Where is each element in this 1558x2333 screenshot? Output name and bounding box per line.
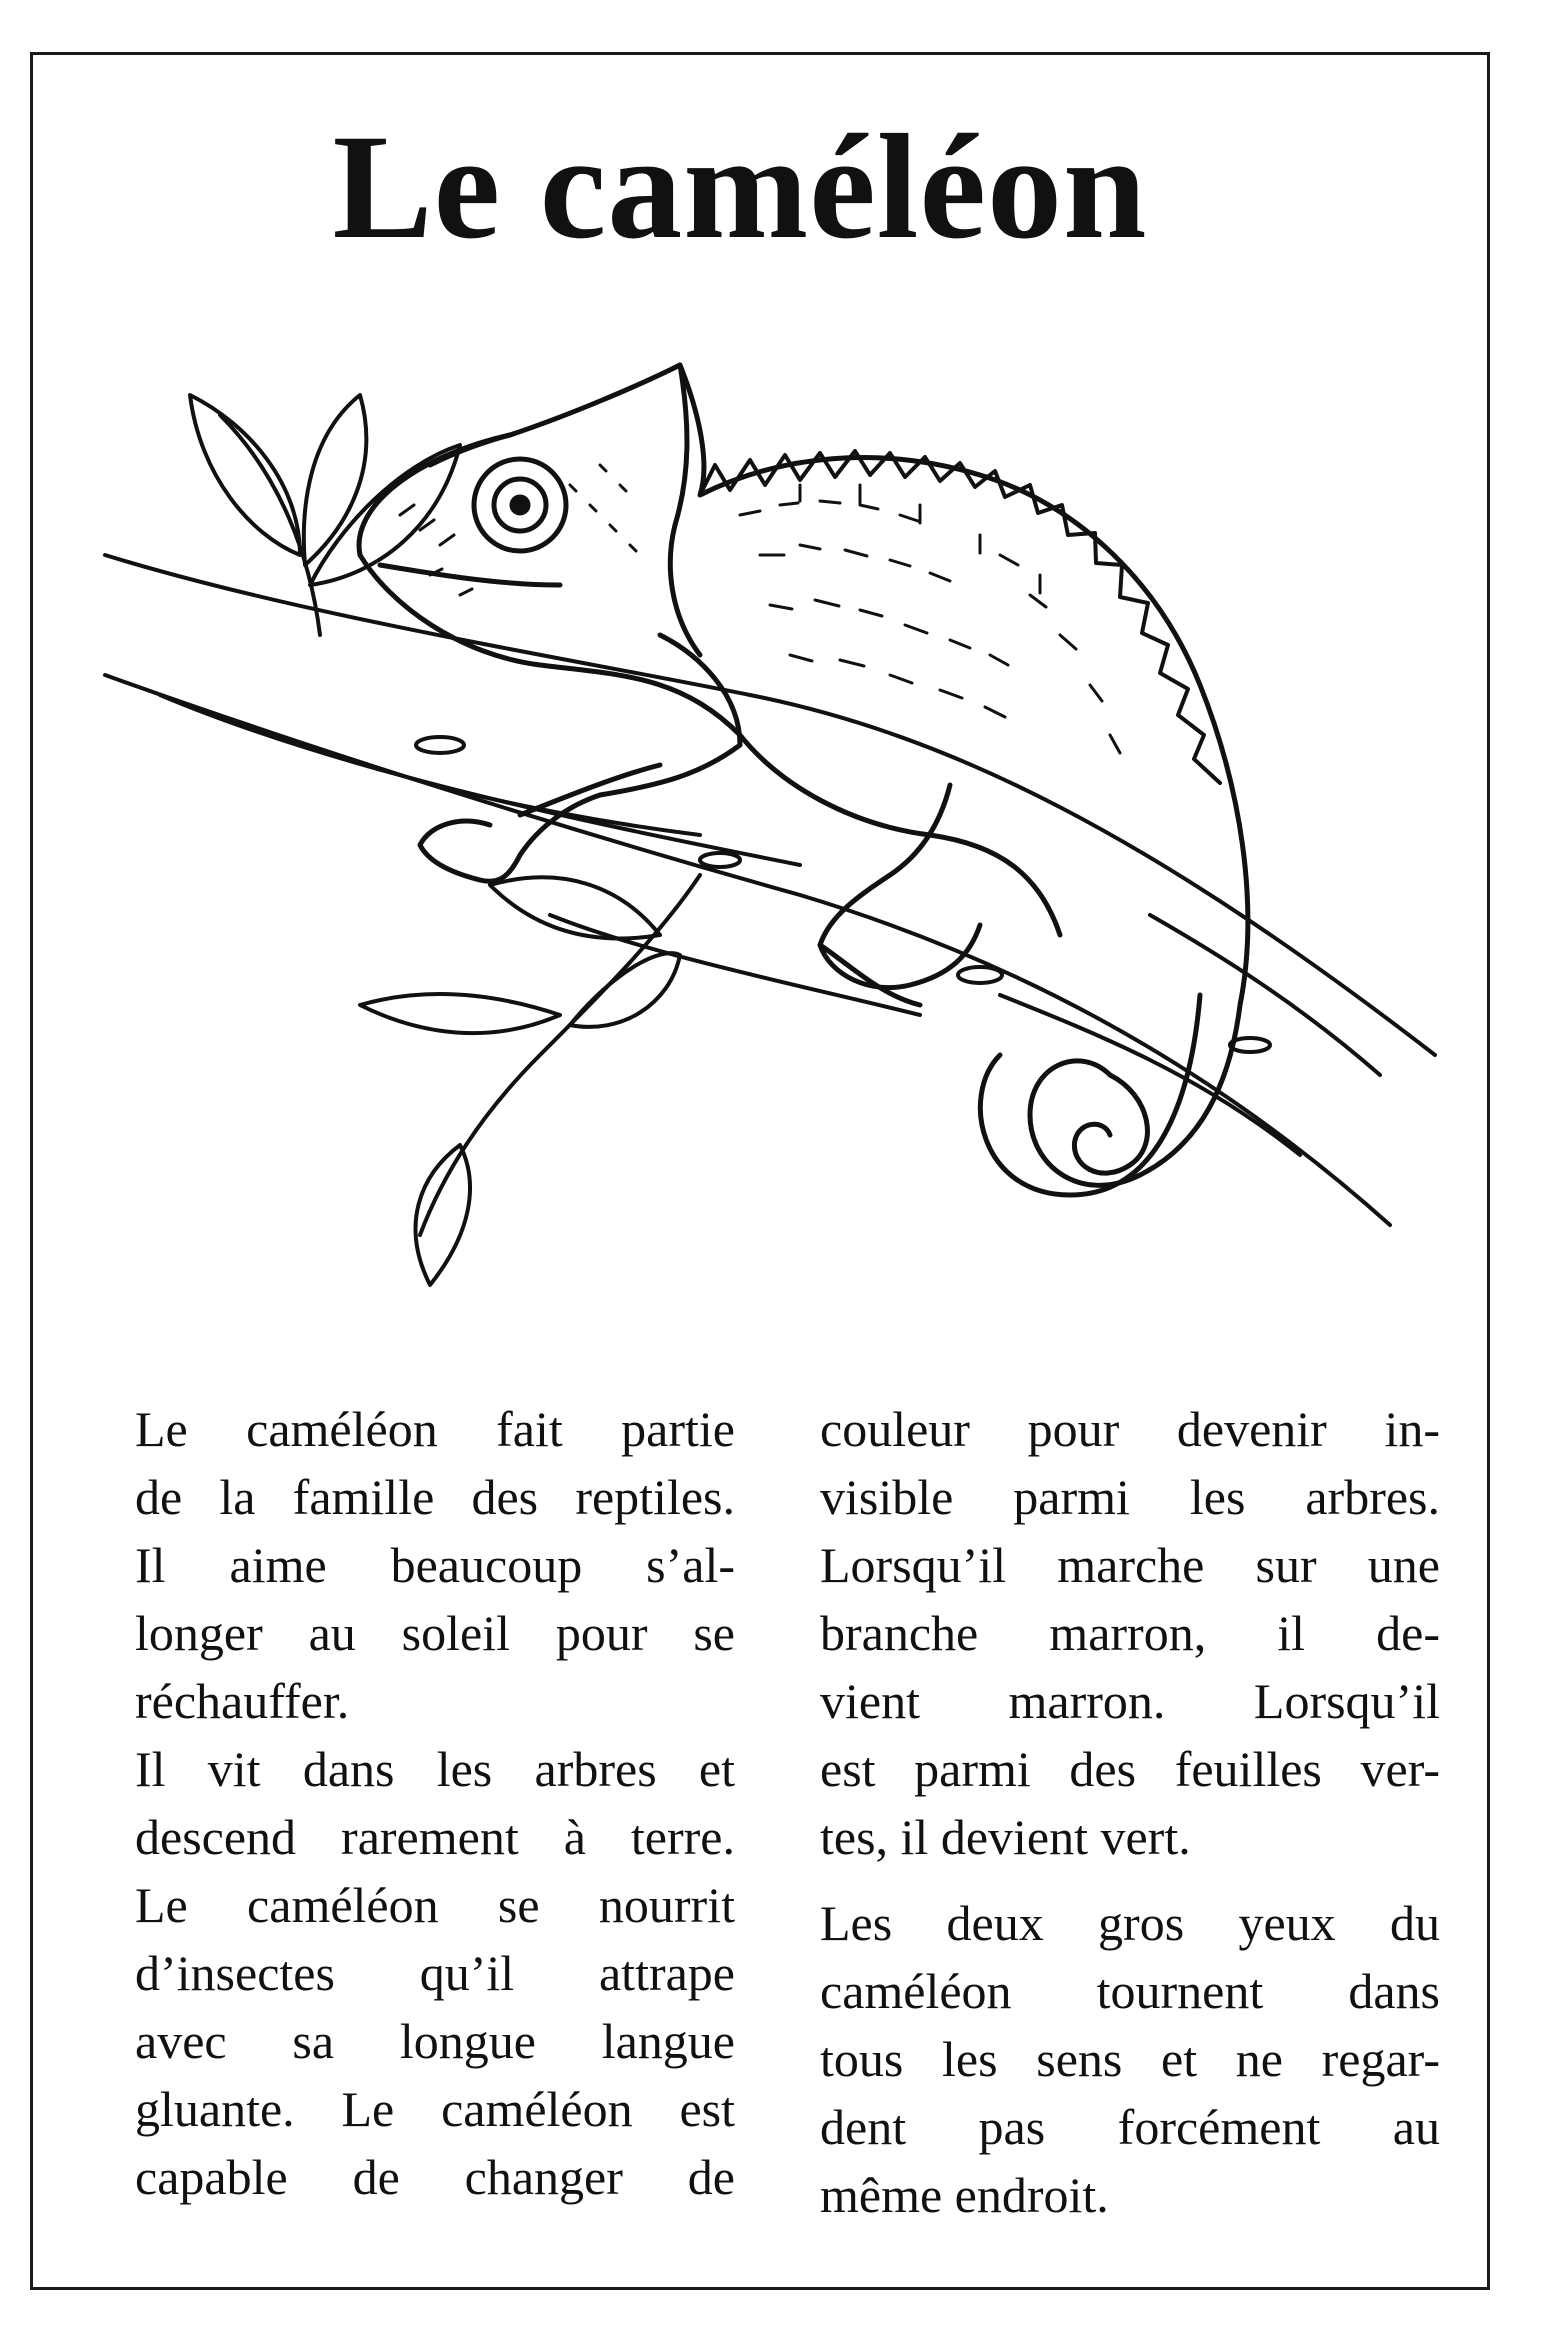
- text-line: tes, il devient vert.: [820, 1809, 1191, 1865]
- text-line: visible parmi les arbres.: [820, 1469, 1440, 1525]
- leafy-twig-top: [190, 395, 460, 635]
- chameleon-body: [359, 365, 1248, 1195]
- text-line: tous les sens et ne regar-: [820, 2031, 1440, 2087]
- text-line: vient marron. Lorsqu’il: [820, 1673, 1440, 1729]
- dorsal-spikes: [700, 451, 1220, 783]
- text-line: est parmi des feuilles ver-: [820, 1741, 1440, 1797]
- text-line: même endroit.: [820, 2167, 1109, 2223]
- branch-drawing: [105, 555, 1435, 1225]
- text-line: d’insectes qu’il attrape: [135, 1945, 735, 2001]
- skin-texture: [400, 465, 1120, 753]
- text-line: caméléon tournent dans: [820, 1963, 1440, 2019]
- paragraph: [820, 1889, 1440, 2229]
- chameleon-illustration: [100, 355, 1450, 1315]
- page-title: Le caméléon: [332, 104, 1148, 270]
- text-column-left: [135, 1395, 735, 2211]
- text-line: dent pas forcément au: [820, 2099, 1440, 2155]
- text-line: Le caméléon se nourrit: [135, 1877, 735, 1933]
- text-line: Il aime beaucoup s’al-: [135, 1537, 735, 1593]
- paragraph: [135, 1395, 735, 1735]
- text-line: Les deux gros yeux du: [820, 1895, 1440, 1951]
- text-line: Lorsqu’il marche sur une: [820, 1537, 1440, 1593]
- text-line: longer au soleil pour se: [135, 1605, 735, 1661]
- text-line: descend rarement à terre.: [135, 1809, 735, 1865]
- text-line: couleur pour devenir in-: [820, 1401, 1440, 1457]
- text-line: capable de changer de: [135, 2149, 735, 2205]
- text-line: avec sa longue langue: [135, 2013, 735, 2069]
- paragraph: [135, 1735, 735, 1871]
- text-line: gluante. Le caméléon est: [135, 2081, 735, 2137]
- text-line: Le caméléon fait partie: [135, 1401, 735, 1457]
- paragraph: [820, 1395, 1440, 1871]
- text-column-right: [820, 1395, 1440, 2229]
- paragraph: [135, 1871, 735, 2211]
- text-line: réchauffer.: [135, 1673, 350, 1729]
- text-line: Il vit dans les arbres et: [135, 1741, 735, 1797]
- text-line: branche marron, il de-: [820, 1605, 1440, 1661]
- text-line: de la famille des reptiles.: [135, 1469, 735, 1525]
- leafy-twig-bottom: [360, 875, 700, 1285]
